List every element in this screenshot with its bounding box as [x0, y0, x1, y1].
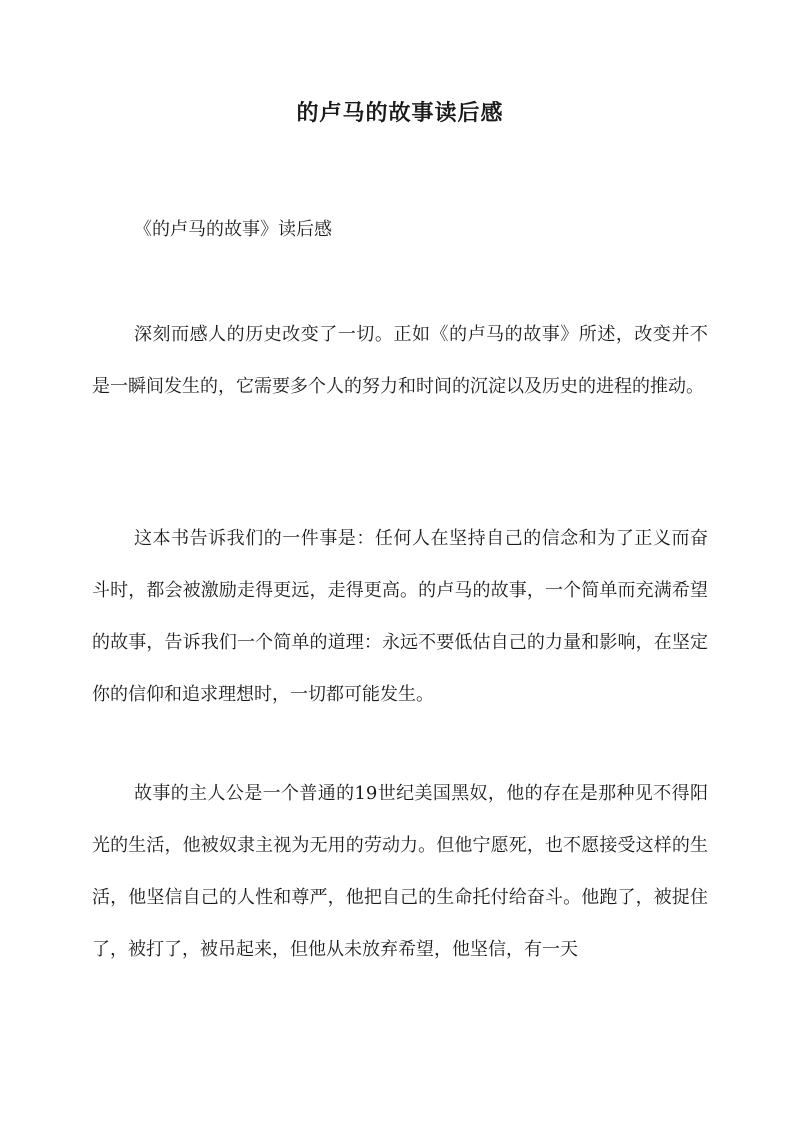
document-subtitle: 《的卢马的故事》读后感	[134, 219, 332, 240]
paragraph-1: 深刻而感人的历史改变了一切。正如《的卢马的故事》所述，改变并不是一瞬间发生的，它需要多个人的努力和时间的沉淀以及历史的进程的推动。	[92, 324, 708, 397]
paragraph-3: 故事的主人公是一个普通的19世纪美国黑奴，他的存在是那种见不得阳光的生活，他被奴隶主视为无用的劳动力。但他宁愿死，也不愿接受这样的生活，他坚信自己的人性和尊严，他把自己的生命托付给奋斗。他跑了，被捉住了，被打了，被吊起来，但他从未放弃希望，他坚信，有一天	[92, 783, 708, 960]
document-title: 的卢马的故事读后感	[296, 100, 504, 126]
paragraph-2: 这本书告诉我们的一件事是：任何人在坚持自己的信念和为了正义而奋斗时，都会被激励走得更远，走得更高。的卢马的故事，一个简单而充满希望的故事，告诉我们一个简单的道理：永远不要低估自己的力量和影响，在坚定你的信仰和追求理想时，一切都可能发生。	[92, 528, 708, 705]
